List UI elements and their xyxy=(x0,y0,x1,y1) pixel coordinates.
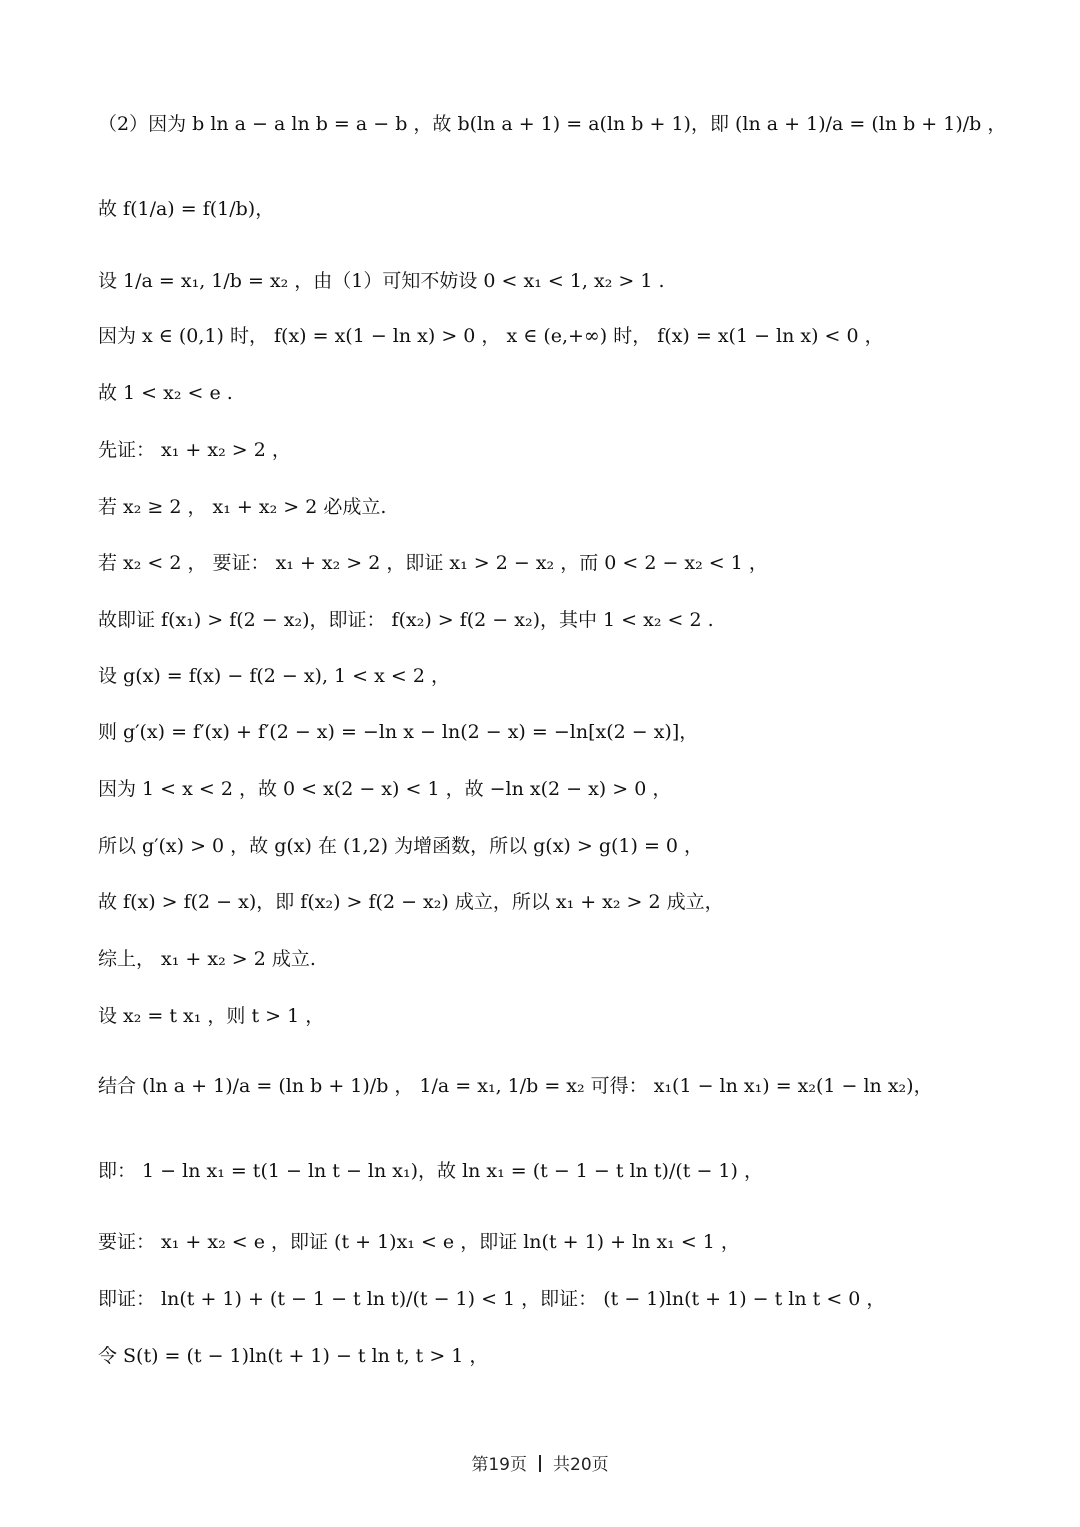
solution-line: 故 1 < x₂ < e . xyxy=(98,382,233,404)
solution-line: 综上， x₁ + x₂ > 2 成立. xyxy=(98,948,316,970)
solution-line: 设 g(x) = f(x) − f(2 − x), 1 < x < 2 ， xyxy=(98,665,450,687)
solution-line: 要证： x₁ + x₂ < e ，即证 (t + 1)x₁ < e ，即证 ln(t + 1) + ln x₁ < 1 ， xyxy=(98,1231,740,1253)
solution-line: 则 g′(x) = f′(x) + f′(2 − x) = −ln x − ln(2 − x) = −ln[x(2 − x)]， xyxy=(98,721,699,743)
page-total: 共20页 xyxy=(553,1455,609,1475)
page-number: 第19页 xyxy=(471,1455,527,1475)
solution-line: 设 1/a = x₁, 1/b = x₂ ，由（1）可知不妨设 0 < x₁ < 1, x₂ > 1 . xyxy=(98,270,665,292)
solution-line: （2）因为 b ln a − a ln b = a − b ，故 b(ln a + 1) = a(ln b + 1)，即 (ln a + 1)/a = (ln b + 1)/b ， xyxy=(98,113,1007,135)
solution-line: 令 S(t) = (t − 1)ln(t + 1) − t ln t, t > 1 ， xyxy=(98,1345,489,1367)
solution-line: 故即证 f(x₁) > f(2 − x₂)，即证： f(x₂) > f(2 − x₂)，其中 1 < x₂ < 2 . xyxy=(98,609,714,631)
solution-line: 即证： ln(t + 1) + (t − 1 − t ln t)/(t − 1) < 1 ，即证： (t − 1)ln(t + 1) − t ln t < 0 ， xyxy=(98,1288,886,1310)
footer-divider xyxy=(539,1455,541,1472)
solution-line: 所以 g′(x) > 0 ，故 g(x) 在 (1,2) 为增函数，所以 g(x) > g(1) = 0 ， xyxy=(98,835,704,857)
solution-line: 结合 (ln a + 1)/a = (ln b + 1)/b ， 1/a = x₁, 1/b = x₂ 可得： x₁(1 − ln x₁) = x₂(1 − ln x₂)， xyxy=(98,1075,933,1097)
page-footer xyxy=(0,1450,1080,1475)
solution-line: 先证： x₁ + x₂ > 2 ， xyxy=(98,439,291,461)
solution-line: 故 f(1/a) = f(1/b)， xyxy=(98,198,275,220)
solution-line: 若 x₂ < 2 ， 要证： x₁ + x₂ > 2 ，即证 x₁ > 2 − x₂ ，而 0 < 2 − x₂ < 1 ， xyxy=(98,552,768,574)
solution-line: 若 x₂ ≥ 2 ， x₁ + x₂ > 2 必成立. xyxy=(98,496,387,518)
solution-line: 设 x₂ = t x₁ ，则 t > 1 ， xyxy=(98,1005,325,1027)
solution-line: 因为 x ∈ (0,1) 时， f(x) = x(1 − ln x) > 0 ， x ∈ (e,+∞) 时， f(x) = x(1 − ln x) < 0 ， xyxy=(98,325,884,347)
solution-line: 即： 1 − ln x₁ = t(1 − ln t − ln x₁)，故 ln x₁ = (t − 1 − t ln t)/(t − 1) ， xyxy=(98,1160,763,1182)
solution-line: 故 f(x) > f(2 − x)，即 f(x₂) > f(2 − x₂) 成立，所以 x₁ + x₂ > 2 成立， xyxy=(98,891,724,913)
solution-line: 因为 1 < x < 2 ，故 0 < x(2 − x) < 1 ，故 −ln x(2 − x) > 0 ， xyxy=(98,778,672,800)
